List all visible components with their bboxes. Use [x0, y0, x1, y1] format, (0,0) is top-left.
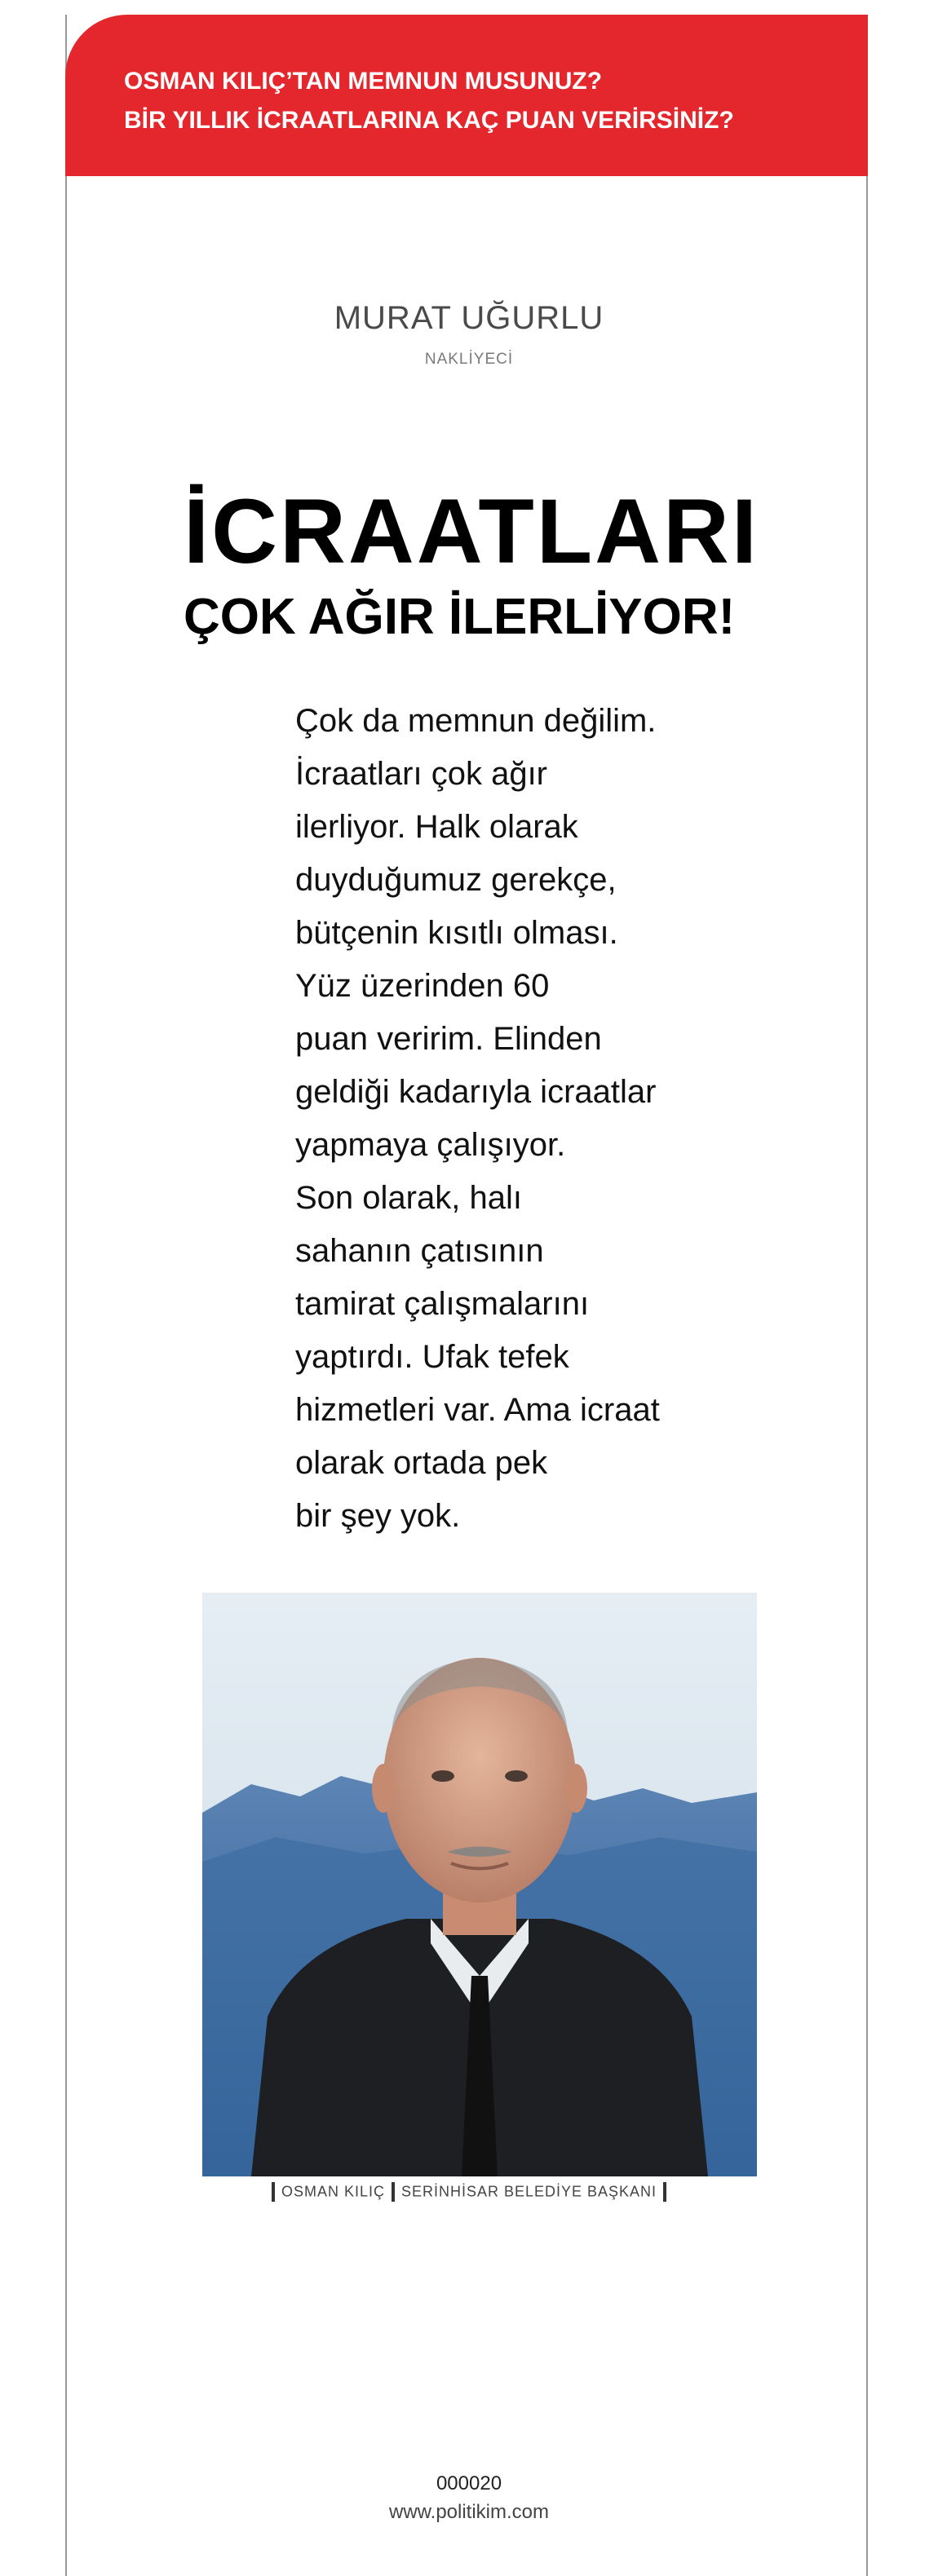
- body-line: duyduğumuz gerekçe,: [295, 862, 617, 898]
- caption-name: OSMAN KILIÇ: [281, 2183, 385, 2200]
- question-banner: [65, 15, 868, 176]
- author-name: MURAT UĞURLU: [334, 300, 604, 336]
- page-code: 000020: [436, 2472, 502, 2494]
- author-occupation: NAKLİYECİ: [424, 351, 514, 368]
- caption-title: SERİNHİSAR BELEDİYE BAŞKANI: [400, 2183, 657, 2200]
- banner-line-1: OSMAN KILIÇ’TAN MEMNUN MUSUNUZ?: [124, 68, 603, 95]
- caption-divider: [392, 2182, 395, 2202]
- headline-main: İCRAATLARI: [184, 480, 760, 582]
- body-line: geldiği kadarıyla icraatlar: [295, 1074, 657, 1110]
- body-line: olarak ortada pek: [295, 1445, 548, 1481]
- body-line: Çok da memnun değilim.: [295, 703, 657, 739]
- body-line: hizmetleri var. Ama icraat: [295, 1392, 660, 1428]
- portrait-photo: [202, 1593, 757, 2176]
- body-line: puan veririm. Elinden: [295, 1021, 602, 1057]
- website-link[interactable]: www.politikim.com: [388, 2501, 550, 2523]
- body-line: tamirat çalışmalarını: [295, 1286, 590, 1322]
- body-line: sahanın çatısının: [295, 1233, 544, 1269]
- body-line: Yüz üzerinden 60: [295, 968, 550, 1004]
- body-line: bütçenin kısıtlı olması.: [295, 915, 618, 951]
- body-line: Son olarak, halı: [295, 1180, 522, 1216]
- body-line: ilerliyor. Halk olarak: [295, 809, 578, 845]
- body-line: İcraatları çok ağır: [295, 756, 548, 792]
- portrait-illustration: [202, 1593, 757, 2176]
- headline-sub: ÇOK AĞIR İLERLİYOR!: [184, 589, 736, 645]
- body-line: yapmaya çalışıyor.: [295, 1127, 566, 1163]
- body-line: bir şey yok.: [295, 1498, 461, 1534]
- photo-caption: [0, 2182, 938, 2202]
- body-line: yaptırdı. Ufak tefek: [295, 1339, 569, 1375]
- caption-divider: [663, 2182, 666, 2202]
- banner-line-2: BİR YILLIK İCRAATLARINA KAÇ PUAN VERİRSİNİZ?: [124, 107, 734, 134]
- body-text: [295, 695, 660, 1543]
- caption-divider: [272, 2182, 275, 2202]
